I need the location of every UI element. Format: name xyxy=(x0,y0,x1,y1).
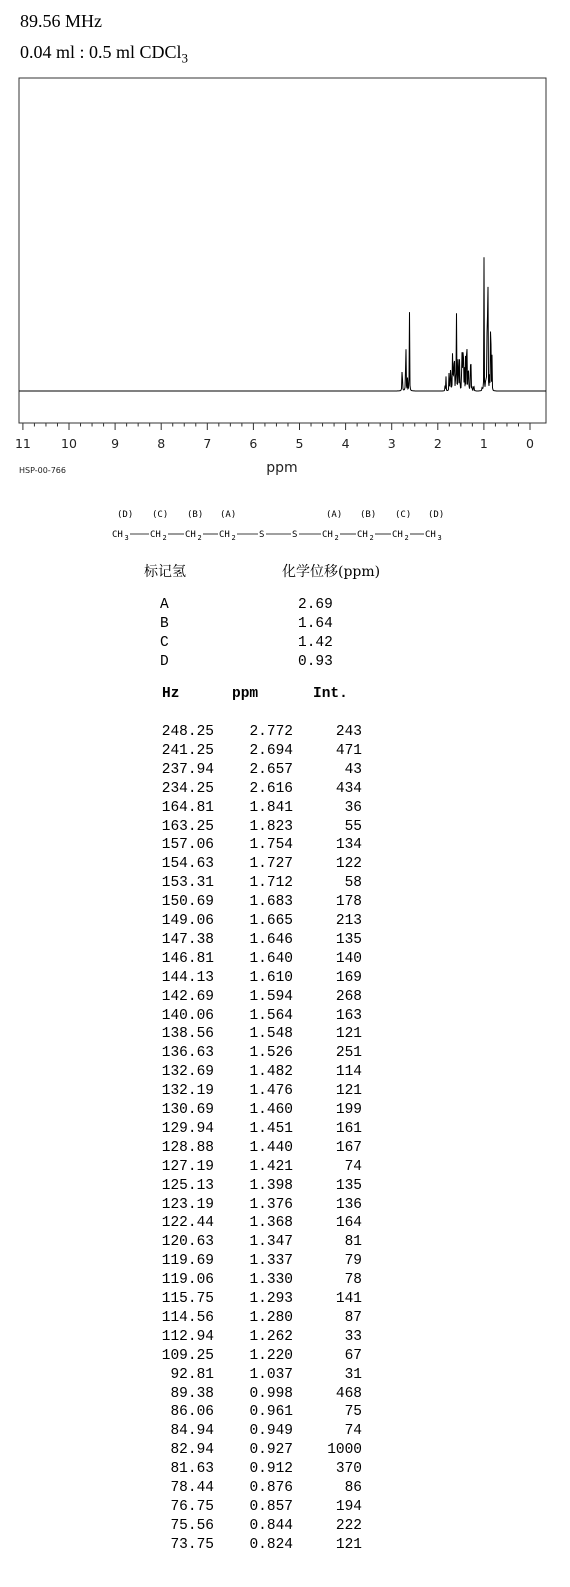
peak-hz: 150.69 xyxy=(161,894,214,911)
peak-intensity: 163 xyxy=(335,1007,362,1024)
peak-table-row xyxy=(0,874,570,893)
peak-hz: 76.75 xyxy=(170,1498,214,1515)
peak-table-row xyxy=(0,1403,570,1422)
peak-table-row xyxy=(0,1063,570,1082)
peak-intensity: 169 xyxy=(335,969,362,986)
peak-hz: 92.81 xyxy=(170,1366,214,1383)
peak-intensity: 122 xyxy=(335,856,362,873)
peak-ppm: 1.665 xyxy=(249,913,293,929)
peak-ppm: 1.526 xyxy=(249,1045,293,1062)
peak-intensity: 164 xyxy=(335,1215,362,1232)
peak-hz: 112.94 xyxy=(161,1328,214,1345)
molecule-structure xyxy=(112,508,457,543)
peak-ppm: 0.824 xyxy=(249,1536,293,1553)
peak-hz: 127.19 xyxy=(161,1158,214,1175)
structure-group: CH xyxy=(112,530,123,540)
x-tick-label: 0 xyxy=(526,436,534,451)
peak-ppm: 1.727 xyxy=(249,856,293,873)
peak-hz: 81.63 xyxy=(170,1461,214,1478)
peak-ppm: 2.772 xyxy=(249,724,293,740)
peak-intensity: 178 xyxy=(335,894,362,911)
peak-ppm: 0.927 xyxy=(249,1442,293,1459)
structure-label: (D) xyxy=(117,510,134,520)
peak-intensity: 121 xyxy=(335,1026,362,1043)
structure-group: CH xyxy=(392,530,403,540)
peak-hz: 73.75 xyxy=(170,1536,214,1553)
peak-hz: 154.63 xyxy=(161,856,214,873)
x-axis xyxy=(15,423,534,451)
peak-ppm: 1.754 xyxy=(249,837,293,854)
peak-intensity: 161 xyxy=(335,1120,362,1137)
peak-ppm: 1.548 xyxy=(249,1026,293,1043)
spectrometer-frequency: 89.56 MHz xyxy=(20,11,102,31)
peak-hz: 241.25 xyxy=(161,742,214,759)
x-tick-label: 9 xyxy=(111,436,120,451)
structure-sulfur: S xyxy=(259,530,265,540)
assignment-header-hydrogen: 标记氢 xyxy=(144,564,186,580)
x-tick-label: 6 xyxy=(249,436,258,451)
peak-ppm: 0.844 xyxy=(249,1517,293,1534)
peak-ppm: 1.482 xyxy=(249,1064,293,1081)
peak-hz: 129.94 xyxy=(161,1120,214,1137)
peak-table-row xyxy=(0,855,570,874)
peak-ppm: 2.694 xyxy=(249,742,293,759)
peak-table-row xyxy=(0,1120,570,1139)
structure-sulfur: S xyxy=(292,530,298,540)
peak-hz: 130.69 xyxy=(161,1102,214,1118)
peak-hz: 122.44 xyxy=(161,1215,214,1232)
peak-ppm: 1.823 xyxy=(249,818,293,835)
peak-table-row xyxy=(0,1044,570,1063)
peak-hz: 114.56 xyxy=(161,1309,214,1326)
peak-table-row xyxy=(0,912,570,931)
peak-ppm: 0.876 xyxy=(249,1480,293,1496)
peak-ppm: 1.037 xyxy=(249,1366,293,1383)
spectrum-trace xyxy=(19,257,546,391)
assignment-header-shift: 化学位移(ppm) xyxy=(282,564,381,580)
structure-label: (D) xyxy=(428,510,445,520)
peak-table-row xyxy=(0,1441,570,1460)
peak-table-row xyxy=(0,1214,570,1233)
structure-subscript: 2 xyxy=(162,534,167,542)
peak-table-row xyxy=(0,1290,570,1309)
peak-ppm: 2.616 xyxy=(249,780,293,797)
peak-ppm: 1.594 xyxy=(249,988,293,1005)
peak-hz: 132.19 xyxy=(161,1083,214,1100)
peak-hz: 128.88 xyxy=(161,1139,214,1156)
assignment-shift: 0.93 xyxy=(298,654,333,670)
peak-ppm: 1.368 xyxy=(249,1215,293,1232)
assignment-shift: 1.42 xyxy=(298,635,333,651)
peak-ppm: 1.712 xyxy=(249,875,293,892)
peak-ppm: 1.293 xyxy=(249,1291,293,1307)
peak-hz: 115.75 xyxy=(161,1291,214,1307)
peak-table-row xyxy=(0,1347,570,1366)
peak-hz: 123.19 xyxy=(161,1196,214,1213)
structure-label: (C) xyxy=(152,510,169,520)
peak-table-row xyxy=(0,1498,570,1517)
peak-intensity: 134 xyxy=(335,837,362,854)
x-tick-label: 7 xyxy=(203,436,212,451)
peak-ppm: 1.564 xyxy=(249,1007,293,1024)
x-tick-label: 10 xyxy=(61,436,77,451)
assignment-label: B xyxy=(160,616,169,632)
structure-subscript: 2 xyxy=(369,534,374,542)
peak-table-row xyxy=(0,931,570,950)
structure-label: (B) xyxy=(187,510,204,520)
peak-hz: 237.94 xyxy=(161,761,214,778)
peak-hz: 153.31 xyxy=(161,875,214,892)
peak-table-row xyxy=(0,761,570,780)
peak-table-row xyxy=(0,1177,570,1196)
assignment-shift: 2.69 xyxy=(298,597,333,613)
peak-intensity: 135 xyxy=(335,1177,362,1194)
peak-table-row xyxy=(0,1328,570,1347)
peak-table-row xyxy=(0,1007,570,1026)
peak-hz: 140.06 xyxy=(161,1007,214,1024)
peak-intensity: 79 xyxy=(344,1253,362,1270)
structure-group: CH xyxy=(322,530,333,540)
x-tick-label: 11 xyxy=(14,436,31,451)
structure-group: CH xyxy=(185,530,196,540)
peak-table-row xyxy=(0,799,570,818)
peak-table-row xyxy=(0,1196,570,1215)
peak-ppm: 0.857 xyxy=(249,1498,293,1515)
peak-table-row xyxy=(0,1233,570,1252)
peak-intensity: 74 xyxy=(344,1158,362,1175)
peak-intensity: 140 xyxy=(335,950,362,967)
peak-table-row xyxy=(0,950,570,969)
x-axis-title: ppm xyxy=(266,460,298,476)
structure-label: (C) xyxy=(395,510,412,520)
structure-group: CH xyxy=(357,530,368,540)
peak-intensity: 222 xyxy=(335,1517,362,1534)
peak-intensity: 78 xyxy=(344,1272,362,1289)
peak-table-row xyxy=(0,1422,570,1441)
peak-hz: 146.81 xyxy=(161,950,214,967)
peak-intensity: 199 xyxy=(335,1102,362,1118)
structure-subscript: 2 xyxy=(231,534,236,542)
peak-intensity: 434 xyxy=(335,780,362,797)
peak-ppm: 1.683 xyxy=(249,894,293,911)
peak-intensity: 33 xyxy=(344,1328,362,1345)
sample-subscript: 3 xyxy=(181,50,189,66)
peak-hz: 147.38 xyxy=(161,931,214,948)
peak-table-row xyxy=(0,1479,570,1498)
peak-intensity: 135 xyxy=(335,931,362,948)
peak-intensity: 114 xyxy=(335,1064,362,1081)
peak-intensity: 67 xyxy=(344,1347,362,1364)
x-tick-label: 8 xyxy=(157,436,166,451)
peak-intensity: 167 xyxy=(335,1139,362,1156)
peak-ppm: 1.451 xyxy=(249,1120,293,1137)
peak-hz: 109.25 xyxy=(161,1347,214,1364)
peak-ppm: 1.347 xyxy=(249,1234,293,1251)
peak-table-header-int: Int. xyxy=(313,686,348,702)
peak-intensity: 87 xyxy=(344,1309,362,1326)
peak-intensity: 141 xyxy=(335,1291,362,1307)
sample-text: 0.04 ml : 0.5 ml CDCl xyxy=(20,42,182,62)
peak-table-row xyxy=(0,1271,570,1290)
peak-intensity: 55 xyxy=(344,818,362,835)
assignment-label: D xyxy=(160,654,169,670)
x-tick-label: 5 xyxy=(295,436,304,451)
peak-intensity: 86 xyxy=(344,1480,362,1496)
peak-intensity: 194 xyxy=(335,1498,362,1515)
peak-intensity: 468 xyxy=(335,1385,362,1402)
peak-ppm: 1.262 xyxy=(249,1328,293,1345)
structure-group: CH xyxy=(150,530,161,540)
peak-intensity: 1000 xyxy=(327,1442,362,1459)
peak-hz: 163.25 xyxy=(161,818,214,835)
structure-label: (A) xyxy=(220,510,237,520)
peak-intensity: 43 xyxy=(344,761,362,778)
peak-ppm: 1.476 xyxy=(249,1083,293,1100)
x-tick-label: 1 xyxy=(479,436,488,451)
structure-label: (A) xyxy=(326,510,343,520)
peak-intensity: 121 xyxy=(335,1536,362,1553)
peak-hz: 234.25 xyxy=(161,780,214,797)
peak-intensity: 36 xyxy=(344,799,362,816)
assignment-shift: 1.64 xyxy=(298,616,333,632)
peak-hz: 125.13 xyxy=(161,1177,214,1194)
peak-ppm: 2.657 xyxy=(249,761,293,778)
peak-table-row xyxy=(0,988,570,1007)
peak-ppm: 0.961 xyxy=(249,1404,293,1421)
structure-subscript: 3 xyxy=(437,534,442,542)
peak-hz: 138.56 xyxy=(161,1026,214,1043)
peak-hz: 75.56 xyxy=(170,1517,214,1534)
peak-hz: 157.06 xyxy=(161,837,214,854)
peak-intensity: 121 xyxy=(335,1083,362,1100)
peak-intensity: 251 xyxy=(335,1045,362,1062)
peak-hz: 120.63 xyxy=(161,1234,214,1251)
peak-ppm: 1.337 xyxy=(249,1253,293,1270)
peak-hz: 132.69 xyxy=(161,1064,214,1081)
peak-ppm: 1.610 xyxy=(249,969,293,986)
nmr-spectrum-chart xyxy=(0,0,570,480)
peak-hz: 248.25 xyxy=(161,724,214,740)
peak-ppm: 1.646 xyxy=(249,931,293,948)
peak-table-row xyxy=(0,1517,570,1536)
peak-table-header-hz: Hz xyxy=(162,686,180,702)
peak-ppm: 1.220 xyxy=(249,1347,293,1364)
peak-intensity: 370 xyxy=(335,1461,362,1478)
peak-ppm: 1.398 xyxy=(249,1177,293,1194)
structure-subscript: 3 xyxy=(124,534,129,542)
peak-intensity: 75 xyxy=(344,1404,362,1421)
peak-ppm: 1.421 xyxy=(249,1158,293,1175)
peak-ppm: 1.330 xyxy=(249,1272,293,1289)
peak-hz: 84.94 xyxy=(170,1423,214,1440)
peak-hz: 144.13 xyxy=(161,969,214,986)
peak-table-row xyxy=(0,1309,570,1328)
peak-ppm: 1.376 xyxy=(249,1196,293,1213)
peak-ppm: 1.640 xyxy=(249,950,293,967)
peak-table-row xyxy=(0,836,570,855)
peak-table-row xyxy=(0,1536,570,1555)
peak-ppm: 0.949 xyxy=(249,1423,293,1440)
peak-intensity: 136 xyxy=(335,1196,362,1213)
peak-table-row xyxy=(0,742,570,761)
structure-subscript: 2 xyxy=(404,534,409,542)
peak-table-row xyxy=(0,969,570,988)
peak-ppm: 0.912 xyxy=(249,1461,293,1478)
peak-intensity: 268 xyxy=(335,988,362,1005)
peak-table-row xyxy=(0,780,570,799)
peak-hz: 164.81 xyxy=(161,799,214,816)
peak-table-row xyxy=(0,1460,570,1479)
peak-intensity: 471 xyxy=(335,742,362,759)
peak-hz: 149.06 xyxy=(161,913,214,929)
peak-table-row xyxy=(0,1252,570,1271)
peak-table-row xyxy=(0,1139,570,1158)
peak-table-row xyxy=(0,723,570,742)
peak-hz: 119.06 xyxy=(161,1272,214,1289)
structure-group: CH xyxy=(219,530,230,540)
peak-ppm: 1.460 xyxy=(249,1102,293,1118)
peak-table-row xyxy=(0,1366,570,1385)
peak-intensity: 74 xyxy=(344,1423,362,1440)
peak-ppm: 1.280 xyxy=(249,1309,293,1326)
peak-intensity: 243 xyxy=(335,724,362,740)
peak-ppm: 1.841 xyxy=(249,799,293,816)
peak-ppm: 1.440 xyxy=(249,1139,293,1156)
peak-table-row xyxy=(0,1158,570,1177)
x-tick-label: 4 xyxy=(341,436,350,451)
peak-hz: 86.06 xyxy=(170,1404,214,1421)
x-tick-label: 3 xyxy=(387,436,396,451)
peak-intensity: 58 xyxy=(344,875,362,892)
peak-hz: 89.38 xyxy=(170,1385,214,1402)
spectrum-id: HSP-00-766 xyxy=(19,466,66,475)
structure-subscript: 2 xyxy=(334,534,339,542)
peak-intensity: 31 xyxy=(344,1366,362,1383)
peak-hz: 136.63 xyxy=(161,1045,214,1062)
peak-table-row xyxy=(0,1101,570,1120)
peak-intensity: 213 xyxy=(335,913,362,929)
peak-table-row xyxy=(0,1082,570,1101)
peak-table-row xyxy=(0,1025,570,1044)
peak-intensity: 81 xyxy=(344,1234,362,1251)
peak-table-row xyxy=(0,893,570,912)
structure-label: (B) xyxy=(360,510,377,520)
peak-hz: 78.44 xyxy=(170,1480,214,1496)
assignment-label: C xyxy=(160,635,169,651)
peak-table-header-ppm: ppm xyxy=(232,686,259,702)
structure-group: CH xyxy=(425,530,436,540)
structure-subscript: 2 xyxy=(197,534,202,542)
x-tick-label: 2 xyxy=(433,436,442,451)
assignment-label: A xyxy=(160,597,169,613)
peak-hz: 82.94 xyxy=(170,1442,214,1459)
peak-table-row xyxy=(0,818,570,837)
peak-hz: 142.69 xyxy=(161,988,214,1005)
peak-table-row xyxy=(0,1385,570,1404)
peak-ppm: 0.998 xyxy=(249,1385,293,1402)
peak-hz: 119.69 xyxy=(161,1253,214,1270)
